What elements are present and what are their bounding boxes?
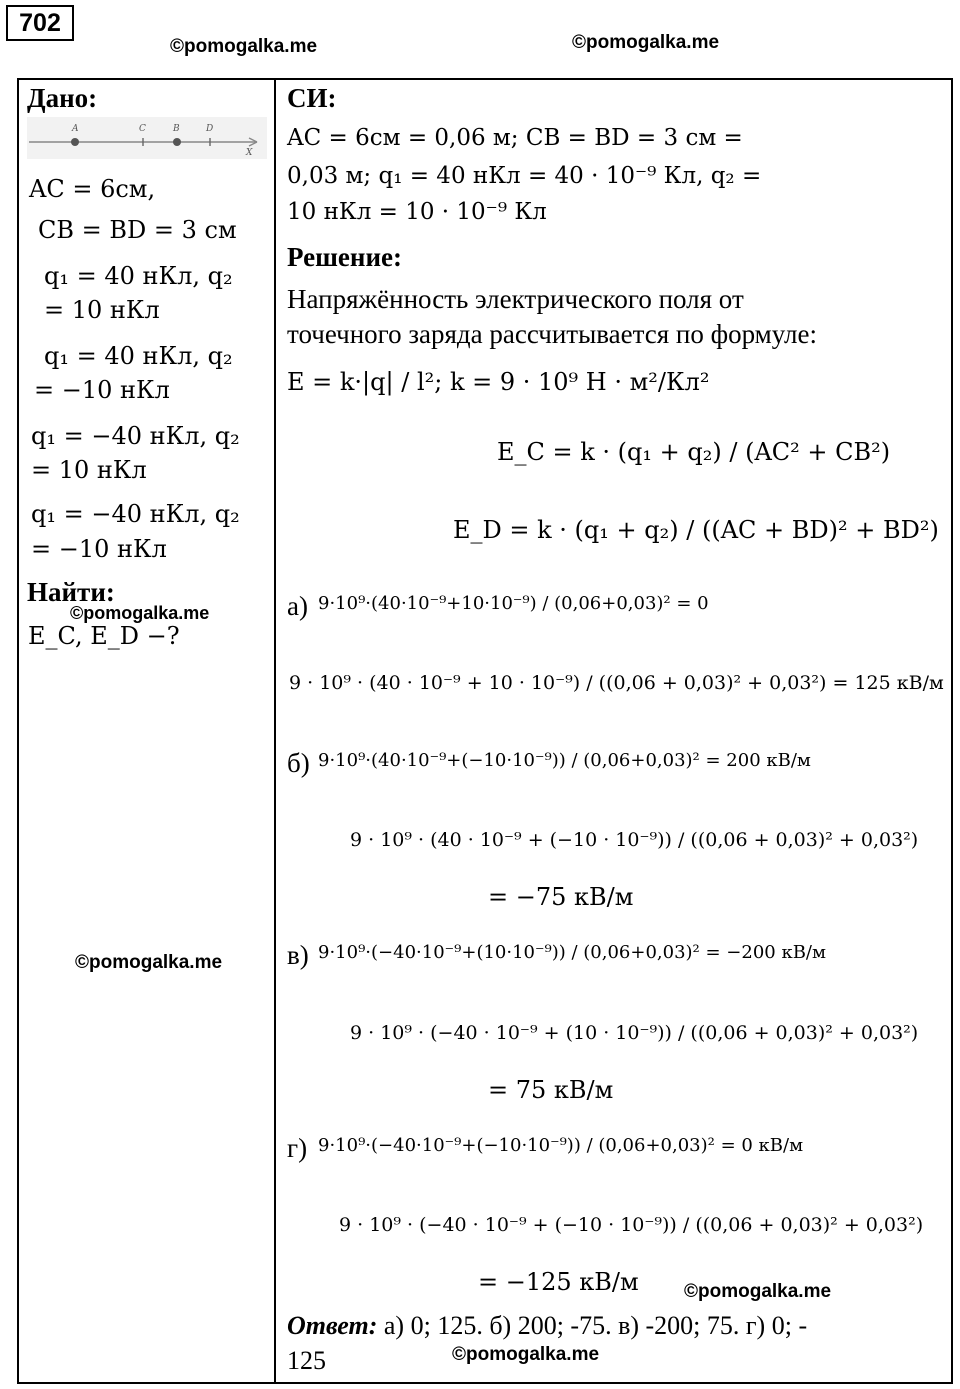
formula-field-strength: E = k·|q| / l²; k = 9 · 10⁹ Н · м²/Кл² xyxy=(287,368,710,396)
watermark: ©pomogalka.me xyxy=(170,36,318,57)
points-diagram xyxy=(27,117,267,159)
given-case-a-line1: q₁ = 40 нКл, q₂ xyxy=(44,262,233,290)
si-title: СИ: xyxy=(287,83,337,113)
si-line1: AC = 6см = 0,06 м; CB = BD = 3 см = xyxy=(287,125,743,151)
case-b-label: б) xyxy=(287,748,310,778)
label-a: A xyxy=(72,124,79,134)
given-case-d-line2: = −10 нКл xyxy=(31,535,167,563)
label-b: B xyxy=(173,124,180,134)
case-b-ed: 9 · 10⁹ · (40 · 10⁻⁹ + (−10 · 10⁻⁹)) / ((0,06 + 0,03)² + 0,03²) xyxy=(350,829,919,851)
formula-ed: E_D = k · (q₁ + q₂) / ((AC + BD)² + BD²) xyxy=(453,516,939,544)
case-b-ec: 9·10⁹·(40·10⁻⁹+(−10·10⁻⁹)) / (0,06+0,03)² = 200 кВ/м xyxy=(318,750,811,771)
find-title: Найти: xyxy=(27,577,115,607)
si-line2: 0,03 м; q₁ = 40 нКл = 40 · 10⁻⁹ Кл, q₂ = xyxy=(287,163,762,189)
label-d: D xyxy=(206,124,214,134)
case-d-ec: 9·10⁹·(−40·10⁻⁹+(−10·10⁻⁹)) / (0,06+0,03)² = 0 кВ/м xyxy=(318,1135,804,1156)
label-c: C xyxy=(139,124,146,134)
si-line3: 10 нКл = 10 · 10⁻⁹ Кл xyxy=(287,199,547,225)
point-b-charge xyxy=(173,138,181,146)
column-divider xyxy=(274,78,276,1384)
case-c-ed-result: = 75 кВ/м xyxy=(488,1076,614,1104)
watermark: ©pomogalka.me xyxy=(684,1281,832,1302)
case-b-ed-result: = −75 кВ/м xyxy=(488,883,634,911)
given-case-a-line2: = 10 нКл xyxy=(44,296,160,324)
given-case-b-line1: q₁ = 40 нКл, q₂ xyxy=(44,342,233,370)
case-d-ed: 9 · 10⁹ · (−40 · 10⁻⁹ + (−10 · 10⁻⁹)) / ((0,06 + 0,03)² + 0,03²) xyxy=(339,1214,924,1236)
watermark: ©pomogalka.me xyxy=(572,32,720,53)
find-value: E_C, E_D −? xyxy=(28,622,180,650)
answer-line2: 125 xyxy=(287,1346,326,1375)
given-case-d-line1: q₁ = −40 нКл, q₂ xyxy=(31,500,240,528)
case-d-ed-result: = −125 кВ/м xyxy=(478,1268,639,1296)
solution-title: Решение: xyxy=(287,242,402,272)
label-x: X xyxy=(246,148,253,158)
solution-text-line1: Напряжённость электрического поля от xyxy=(287,284,744,314)
watermark: ©pomogalka.me xyxy=(75,952,223,973)
given-title: Дано: xyxy=(27,83,98,113)
case-c-ec: 9·10⁹·(−40·10⁻⁹+(10·10⁻⁹)) / (0,06+0,03)² = −200 кВ/м xyxy=(318,942,826,963)
given-ac: AC = 6см, xyxy=(29,175,156,203)
answer-text: а) 0; 125. б) 200; -75. в) -200; 75. г) 0; - xyxy=(383,1311,808,1340)
point-a-charge xyxy=(71,138,79,146)
case-c-label: в) xyxy=(287,940,309,970)
answer-label: Ответ: xyxy=(287,1311,378,1340)
answer-line1 xyxy=(287,1311,807,1341)
case-a-ec: 9·10⁹·(40·10⁻⁹+10·10⁻⁹) / (0,06+0,03)² = 0 xyxy=(318,593,709,614)
formula-ec: E_C = k · (q₁ + q₂) / (AC² + CB²) xyxy=(497,438,891,466)
problem-number: 702 xyxy=(6,5,74,41)
case-a-ed: 9 · 10⁹ · (40 · 10⁻⁹ + 10 · 10⁻⁹) / ((0,06 + 0,03)² + 0,03²) = 125 кВ/м xyxy=(289,672,944,694)
given-case-b-line2: = −10 нКл xyxy=(34,376,170,404)
solution-text-line2: точечного заряда рассчитывается по формуле: xyxy=(287,319,818,349)
given-cb-bd: CB = BD = 3 см xyxy=(38,216,237,244)
given-case-c-line1: q₁ = −40 нКл, q₂ xyxy=(31,422,240,450)
case-a-label: а) xyxy=(287,591,308,621)
given-case-c-line2: = 10 нКл xyxy=(31,456,147,484)
case-d-label: г) xyxy=(287,1133,308,1163)
case-c-ed: 9 · 10⁹ · (−40 · 10⁻⁹ + (10 · 10⁻⁹)) / ((0,06 + 0,03)² + 0,03²) xyxy=(350,1022,919,1044)
watermark: ©pomogalka.me xyxy=(452,1344,600,1365)
watermark: ©pomogalka.me xyxy=(70,603,210,623)
